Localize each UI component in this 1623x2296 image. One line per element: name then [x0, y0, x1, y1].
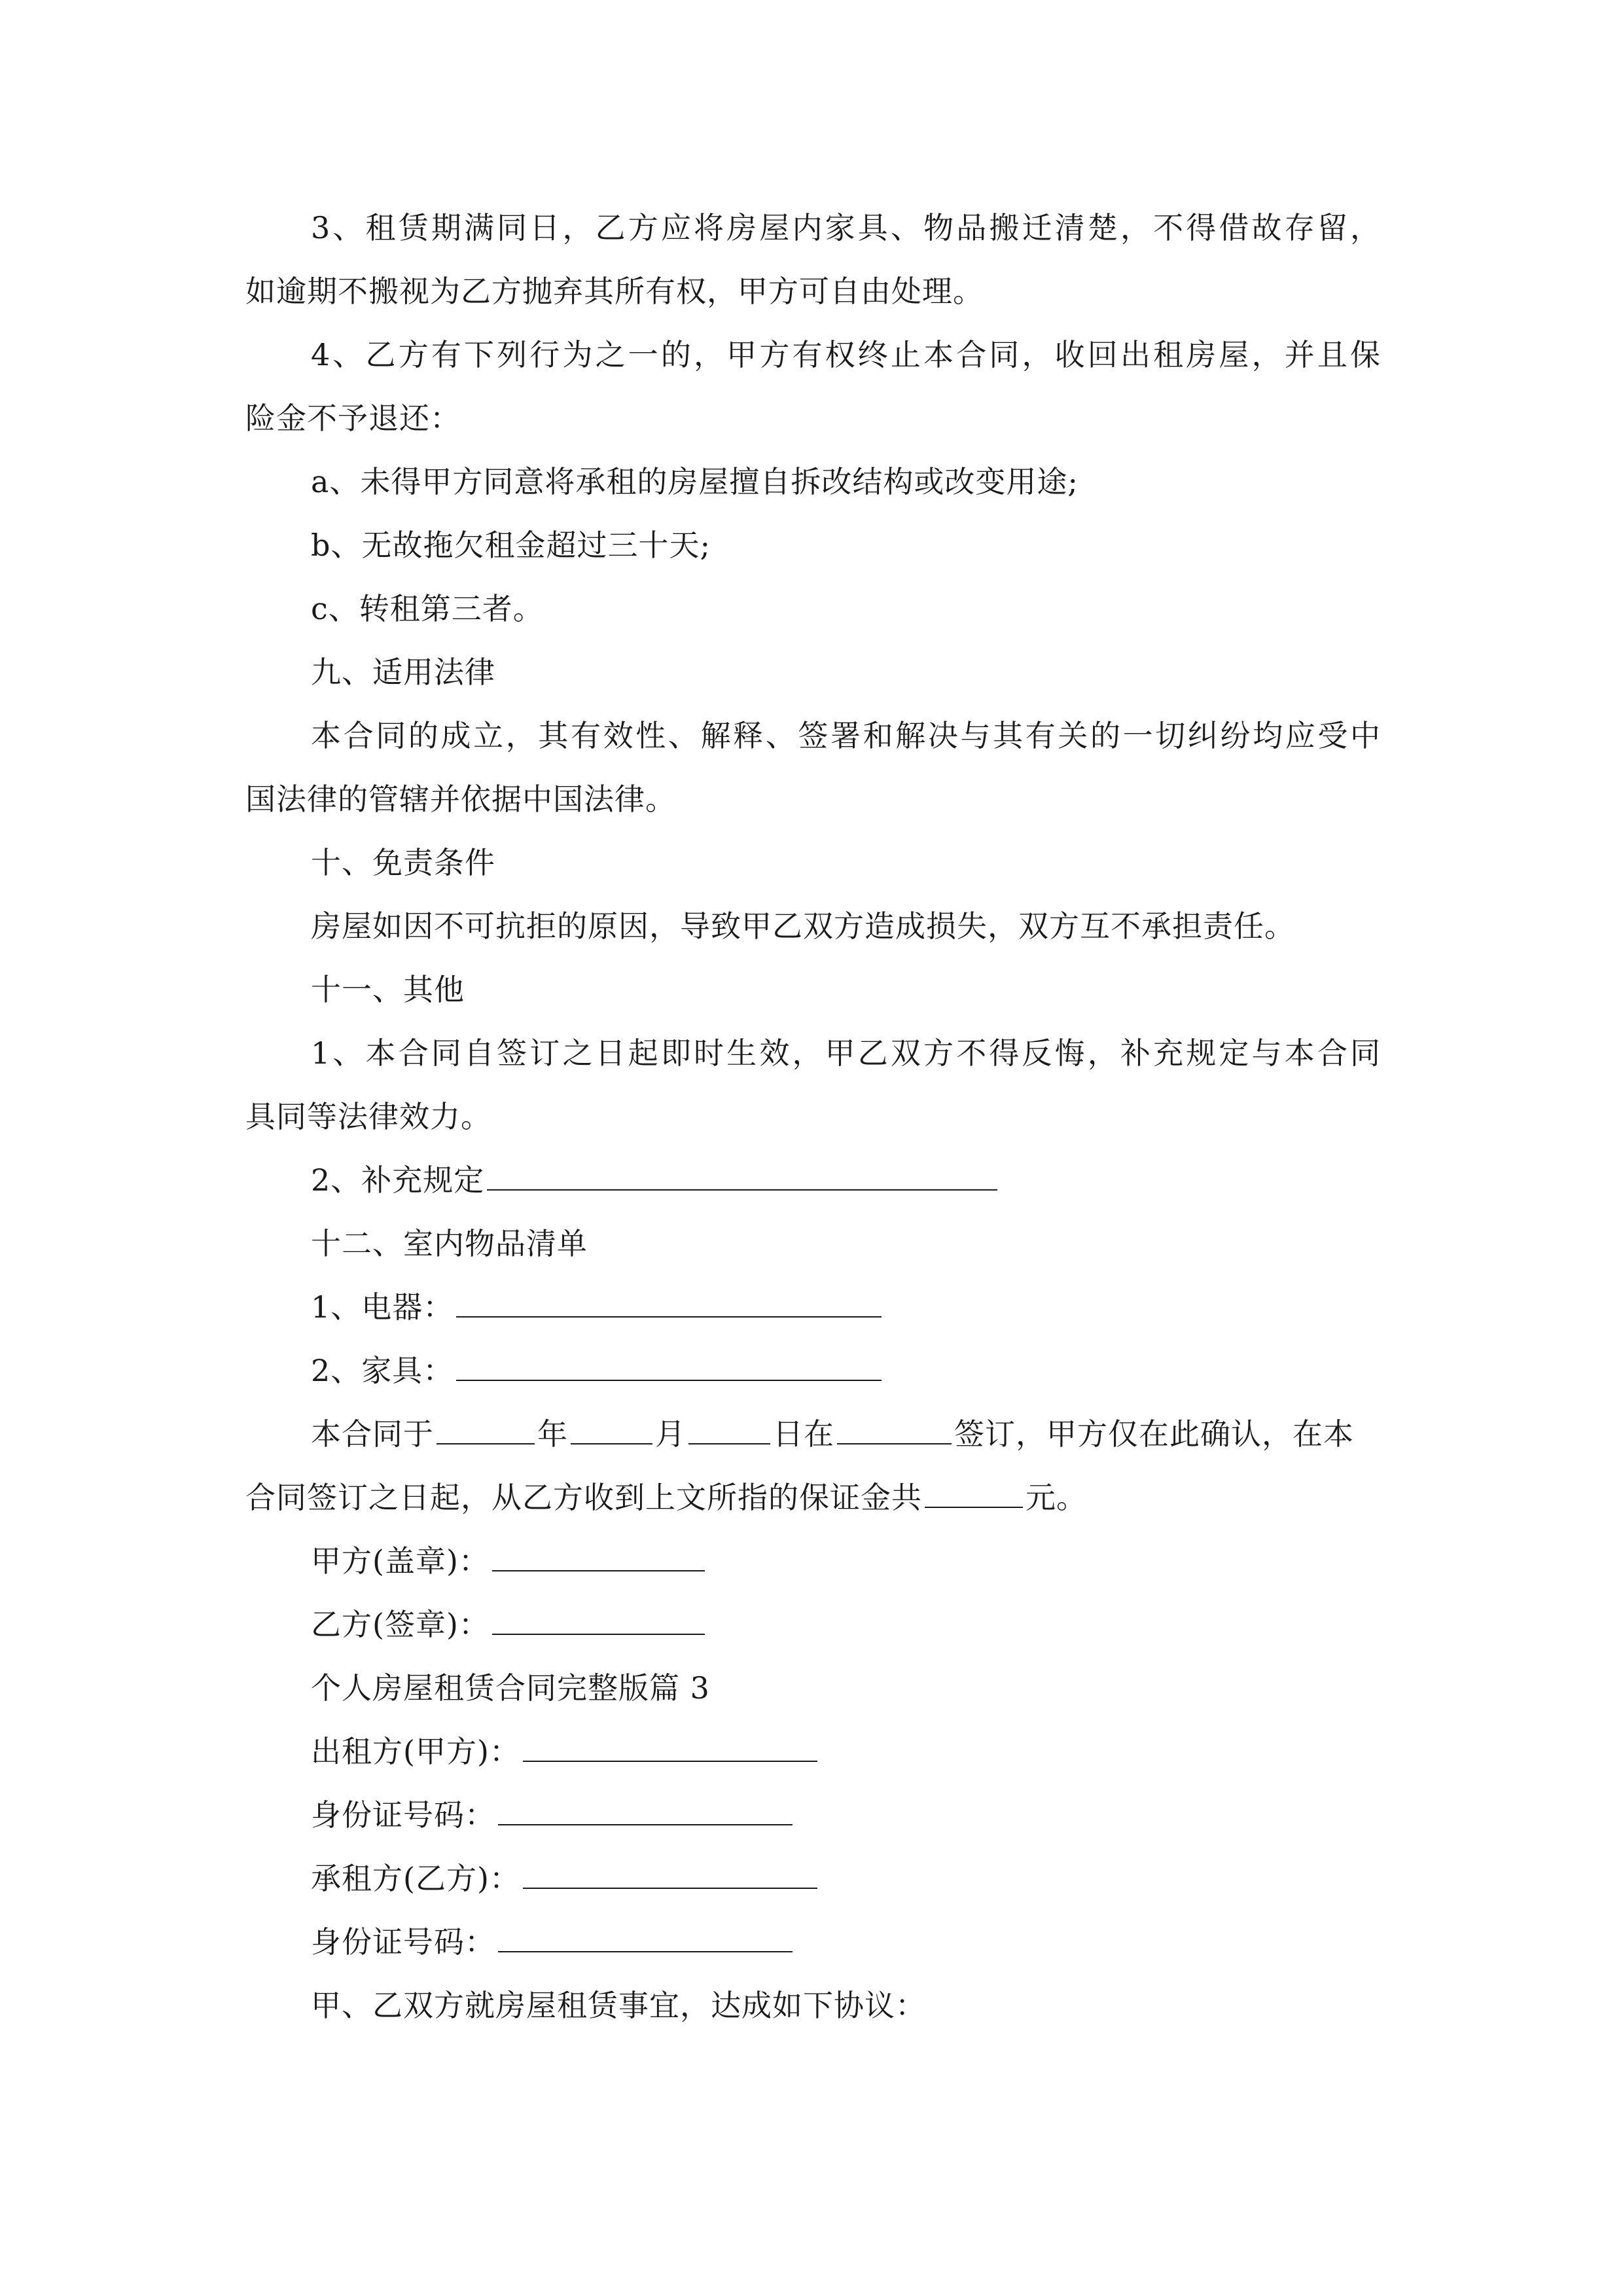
contract-3-title: 个人房屋租赁合同完整版篇 3 [311, 1670, 710, 1706]
signing-date-line-1 [245, 1403, 1381, 1466]
party-a-seal-blank[interactable] [492, 1535, 705, 1571]
section-12-heading: 十二、室内物品清单 [311, 1226, 588, 1261]
lessor-row [245, 1720, 1381, 1784]
clause-3-line-1: 3、租赁期满同日，乙方应将房屋内家具、物品搬迁清楚，不得借故存留， [311, 210, 1381, 245]
supplement-blank[interactable] [487, 1154, 997, 1191]
section-11-item-1-line-1: 1、本合同自签订之日起即时生效，甲乙双方不得反悔，补充规定与本合同 [311, 1035, 1381, 1071]
party-a-seal-label: 甲方(盖章)： [311, 1543, 490, 1579]
agreement-intro: 甲、乙双方就房屋租赁事宜，达成如下协议： [311, 1988, 926, 2023]
section-11-item-1-line-2: 具同等法律效力。 [245, 1099, 491, 1134]
appliances-label: 1、电器： [311, 1289, 454, 1325]
section-11-heading: 十一、其他 [311, 972, 465, 1007]
clause-3-line-2: 如逾期不搬视为乙方抛弃其所有权，甲方可自由处理。 [245, 274, 984, 309]
item-c: c、转租第三者。 [311, 591, 544, 626]
furniture-row [245, 1339, 1381, 1403]
signing-date-prefix: 本合同于 [311, 1416, 434, 1452]
year-label: 年 [537, 1416, 568, 1452]
furniture-label: 2、家具： [311, 1353, 454, 1388]
lessee-id-row [245, 1910, 1381, 1974]
appliances-row [245, 1276, 1381, 1339]
signing-date-line-2 [245, 1466, 1381, 1530]
furniture-blank[interactable] [456, 1344, 882, 1381]
lessor-blank[interactable] [523, 1725, 817, 1762]
lessor-label: 出租方(甲方)： [311, 1734, 520, 1769]
party-b-sign-blank[interactable] [492, 1598, 705, 1635]
clause-4-line-1: 4、乙方有下列行为之一的，甲方有权终止本合同，收回出租房屋，并且保 [311, 337, 1381, 372]
section-9-heading: 九、适用法律 [311, 655, 495, 690]
lessee-row [245, 1847, 1381, 1910]
section-9-text-line-2: 国法律的管辖并依据中国法律。 [245, 781, 676, 817]
lessor-id-label: 身份证号码： [311, 1797, 495, 1833]
clause-4-line-2: 险金不予退还： [245, 401, 461, 436]
item-b: b、无故拖欠租金超过三十天; [311, 528, 711, 563]
supplement-label: 2、补充规定 [311, 1162, 485, 1198]
lessee-label: 承租方(乙方)： [311, 1861, 520, 1896]
month-blank[interactable] [571, 1408, 652, 1444]
section-10-heading: 十、免责条件 [311, 845, 495, 880]
signing-date-suffix: 签订，甲方仅在此确认，在本 [954, 1416, 1354, 1452]
party-b-sign-row [245, 1593, 1381, 1657]
lessor-id-row [245, 1784, 1381, 1847]
section-10-text: 房屋如因不可抗拒的原因，导致甲乙双方造成损失，双方互不承担责任。 [311, 908, 1295, 944]
contract-body [245, 196, 1381, 2037]
day-blank[interactable] [688, 1408, 770, 1444]
lessee-id-label: 身份证号码： [311, 1924, 495, 1960]
party-a-seal-row [245, 1530, 1381, 1593]
section-9-text-line-1: 本合同的成立，其有效性、解释、签署和解决与其有关的一切纠纷均应受中 [311, 718, 1381, 753]
place-blank[interactable] [837, 1408, 952, 1444]
appliances-blank[interactable] [456, 1281, 882, 1318]
month-label: 月 [655, 1416, 686, 1452]
year-blank[interactable] [437, 1408, 535, 1444]
party-b-sign-label: 乙方(签章)： [311, 1607, 490, 1642]
lessee-id-blank[interactable] [498, 1916, 793, 1952]
deposit-unit: 元。 [1026, 1480, 1087, 1515]
day-label: 日在 [773, 1416, 834, 1452]
lessor-id-blank[interactable] [498, 1789, 793, 1825]
section-11-item-2 [245, 1149, 1381, 1212]
deposit-blank[interactable] [925, 1471, 1023, 1508]
deposit-label: 合同签订之日起，从乙方收到上文所指的保证金共 [245, 1480, 922, 1515]
lessee-blank[interactable] [523, 1852, 817, 1889]
item-a: a、未得甲方同意将承租的房屋擅自拆改结构或改变用途; [311, 464, 1079, 499]
